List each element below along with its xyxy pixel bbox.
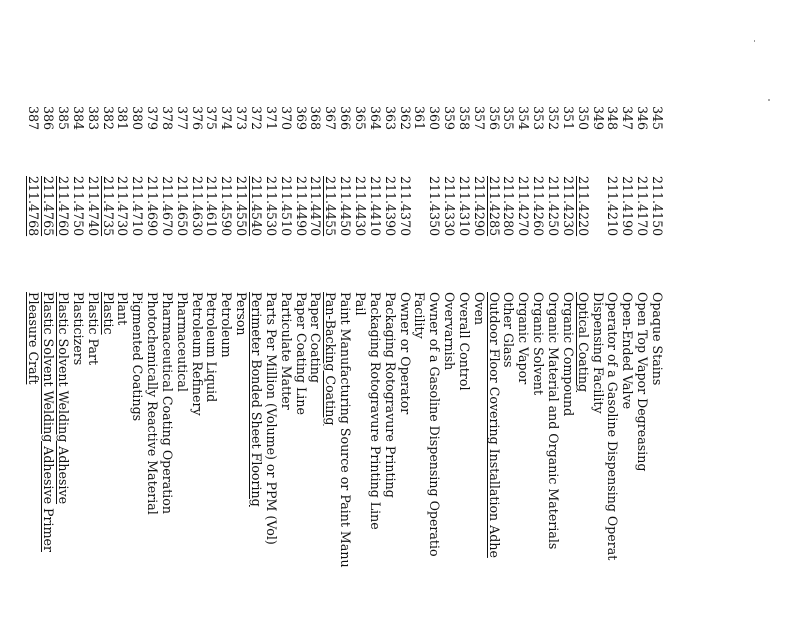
line-number: 359 <box>442 106 458 131</box>
rotated-definitions-list <box>25 106 665 618</box>
section-number: 211.4650 <box>174 176 190 237</box>
section-number: 211.4710 <box>130 176 146 237</box>
defined-term: Overvarnish <box>442 292 458 371</box>
defined-term: Open Top Vapor Degreasing <box>635 292 651 472</box>
defined-term: Plastic Part <box>85 292 101 366</box>
defined-term: Organic Compound <box>560 292 576 417</box>
defined-term: Outdoor Floor Covering Installation Adhe <box>486 292 502 558</box>
section-number: 211.4390 <box>382 176 398 237</box>
section-number: 211.4230 <box>560 176 576 237</box>
line-number: 346 <box>635 106 651 131</box>
defined-term: Pigmented Coatings <box>130 292 146 422</box>
section-number: 211.4765 <box>41 176 57 237</box>
section-number: 211.4455 <box>323 176 339 237</box>
line-number: 345 <box>650 106 665 131</box>
line-number: 373 <box>234 106 250 131</box>
section-number: 211.4450 <box>338 176 354 237</box>
section-number: 211.4510 <box>278 176 294 237</box>
line-number: 370 <box>278 106 294 131</box>
defined-term: Person <box>234 292 250 336</box>
line-number: 353 <box>531 106 547 131</box>
defined-term: Pan-Backing Coating <box>323 292 339 426</box>
section-number: 211.4530 <box>263 176 279 237</box>
line-number: 349 <box>590 106 606 131</box>
line-number: 352 <box>546 106 562 131</box>
section-number: 211.4470 <box>308 176 324 237</box>
line-number: 365 <box>353 106 368 131</box>
line-number: 371 <box>263 106 279 131</box>
line-number: 377 <box>174 106 190 131</box>
defined-term: Plasticizers <box>70 292 86 366</box>
defined-term: Open-Ended Valve <box>620 292 636 410</box>
section-number: 211.4670 <box>159 176 175 237</box>
section-number: 211.4330 <box>442 176 458 237</box>
section-number: 211.4630 <box>189 176 205 237</box>
line-number: 356 <box>486 106 502 131</box>
defined-term: Opaque Stains <box>650 292 665 386</box>
section-number: 211.4250 <box>546 176 562 237</box>
defined-term: Petroleum Liquid <box>204 292 220 403</box>
defined-term: Optical Coating <box>575 292 591 393</box>
line-number: 376 <box>189 106 205 131</box>
section-number: 211.4280 <box>501 176 517 237</box>
defined-term: Dispensing Facility <box>590 292 606 414</box>
defined-term: Other Glass <box>501 292 517 368</box>
section-number: 211.4370 <box>397 176 413 237</box>
line-number: 351 <box>560 106 576 131</box>
section-number: 211.4768 <box>26 176 42 237</box>
line-number: 357 <box>471 106 487 131</box>
line-number: 367 <box>323 106 339 131</box>
defined-term: Pleasure Craft <box>26 292 42 385</box>
line-number: 372 <box>249 106 265 131</box>
line-number: 369 <box>293 106 309 131</box>
line-number: 358 <box>456 106 472 131</box>
section-number: 211.4730 <box>115 176 131 237</box>
section-number: 211.4170 <box>635 176 651 237</box>
defined-term: Petroleum <box>219 292 235 358</box>
section-number: 211.4285 <box>486 176 502 237</box>
section-number: 211.4735 <box>100 176 116 237</box>
section-number: 211.4610 <box>204 176 220 237</box>
section-number: 211.4430 <box>353 176 368 237</box>
line-number: 354 <box>516 106 532 131</box>
defined-term: Pharmaceutical <box>174 292 190 392</box>
section-number: 211.4220 <box>575 176 591 237</box>
line-number: 385 <box>56 106 71 131</box>
defined-term: Paint Manufacturing Source or Paint Manu <box>338 292 354 568</box>
section-number: 211.4490 <box>293 176 309 237</box>
section-number: 211.4740 <box>85 176 101 237</box>
line-number: 380 <box>130 106 146 131</box>
section-number: 211.4310 <box>456 176 472 237</box>
line-number: 355 <box>501 106 517 131</box>
defined-term: Operator of a Gasoline Dispensing Operat <box>605 292 621 561</box>
line-number: 360 <box>427 106 443 131</box>
defined-term: Perimeter Bonded Sheet Flooring <box>249 292 265 507</box>
line-number: 362 <box>397 106 413 131</box>
line-number: 383 <box>85 106 101 131</box>
section-number: 211.4150 <box>650 176 665 237</box>
section-number: 211.4410 <box>367 176 383 237</box>
line-number: 374 <box>219 106 235 131</box>
defined-term: Organic Material and Organic Materials <box>546 292 562 550</box>
line-number: 375 <box>204 106 220 131</box>
line-number: 348 <box>605 106 621 131</box>
defined-term: Packaging Rotogravure Printing <box>382 292 398 498</box>
line-number: 363 <box>382 106 398 131</box>
line-number: 378 <box>159 106 175 131</box>
section-number: 211.4690 <box>145 176 161 237</box>
section-number: 211.4210 <box>605 176 621 237</box>
defined-term: Facility <box>412 292 428 339</box>
line-number: 366 <box>338 106 354 131</box>
section-number: 211.4760 <box>56 176 71 237</box>
defined-term: Particulate Matter <box>278 292 294 410</box>
defined-term: Plastic Solvent Welding Adhesive Primer <box>41 292 57 552</box>
scan-speck <box>754 40 755 42</box>
line-number: 384 <box>70 106 86 131</box>
defined-term: Organic Solvent <box>531 292 547 396</box>
defined-term: Pail <box>353 292 368 316</box>
defined-term: Organic Vapor <box>516 292 532 385</box>
defined-term: Petroleum Refinery <box>189 292 205 416</box>
line-number: 347 <box>620 106 636 131</box>
section-number: 211.4550 <box>234 176 250 237</box>
line-number: 364 <box>367 106 383 131</box>
line-number: 379 <box>145 106 161 131</box>
scan-speck <box>768 99 770 101</box>
line-number: 381 <box>115 106 131 131</box>
defined-term: Plastic Solvent Welding Adhesive <box>56 292 71 505</box>
defined-term: Plastic <box>100 292 116 335</box>
section-number: 211.4290 <box>471 176 487 237</box>
section-number: 211.4540 <box>249 176 265 237</box>
section-number: 211.4350 <box>427 176 443 237</box>
section-number: 211.4260 <box>531 176 547 237</box>
section-number: 211.4750 <box>70 176 86 237</box>
defined-term: Overall Control <box>456 292 472 391</box>
defined-term: Owner of a Gasoline Dispensing Operatio <box>427 292 443 557</box>
defined-term: Owner or Operator <box>397 292 413 415</box>
defined-term: Pharmaceutical Coating Operation <box>159 292 175 515</box>
line-number: 387 <box>26 106 42 131</box>
section-number: 211.4270 <box>516 176 532 237</box>
defined-term: Packaging Rotogravure Printing Line <box>367 292 383 530</box>
line-number: 382 <box>100 106 116 131</box>
line-number: 386 <box>41 106 57 131</box>
line-number: 361 <box>412 106 428 131</box>
section-number: 211.4190 <box>620 176 636 237</box>
line-number: 350 <box>575 106 591 131</box>
section-number: 211.4590 <box>219 176 235 237</box>
defined-term: Photochemically Reactive Material <box>145 292 161 515</box>
defined-term: Oven <box>471 292 487 326</box>
line-number: 368 <box>308 106 324 131</box>
defined-term: Parts Per Million (Volume) or PPM (Vol) <box>263 292 279 545</box>
defined-term: Plant <box>115 292 131 326</box>
defined-term: Paper Coating <box>308 292 324 383</box>
defined-term: Paper Coating Line <box>293 292 309 415</box>
